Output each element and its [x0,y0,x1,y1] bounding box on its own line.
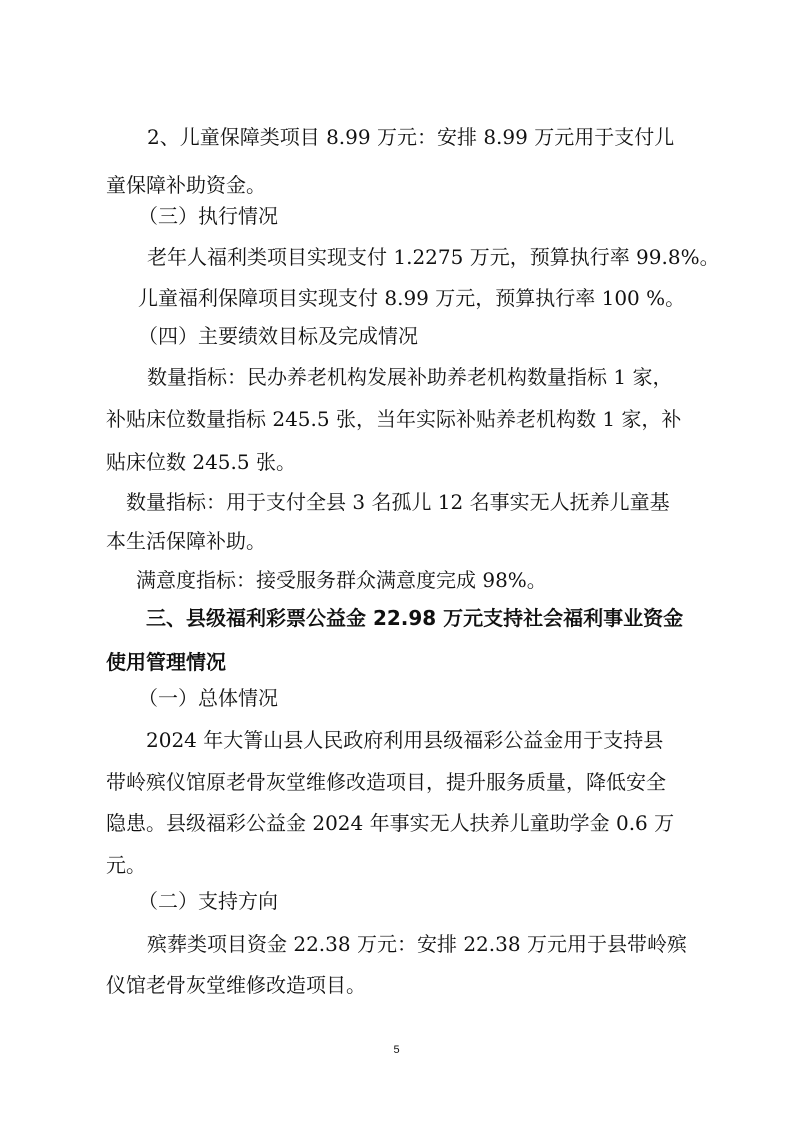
paragraph-line: 仪馆老骨灰堂维修改造项目。 [106,973,366,997]
paragraph-line: 2024 年大箐山县人民政府利用县级福彩公益金用于支持县 [146,728,664,752]
paragraph-line: 隐患。县级福彩公益金 2024 年事实无人扶养儿童助学金 0.6 万 [106,811,675,835]
paragraph-line: 数量指标：用于支付全县 3 名孤儿 12 名事实无人抚养儿童基 [126,490,670,514]
paragraph-line: 老年人福利类项目实现支付 1.2275 万元，预算执行率 99.8%。 [147,245,720,269]
paragraph-line: 贴床位数 245.5 张。 [106,450,296,474]
page-number: 5 [393,1044,400,1056]
section-heading: （四）主要绩效目标及完成情况 [138,324,418,348]
paragraph-line: 元。 [106,853,146,877]
paragraph-line: 本生活保障补助。 [106,529,266,553]
section-heading: （一）总体情况 [138,686,278,710]
section-heading: （二）支持方向 [138,889,278,913]
paragraph-line: 童保障补助资金。 [106,173,266,197]
paragraph-line: 满意度指标：接受服务群众满意度完成 98%。 [136,568,547,592]
paragraph-line: 数量指标：民办养老机构发展补助养老机构数量指标 1 家， [147,365,673,389]
section-heading: （三）执行情况 [138,204,278,228]
paragraph-line: 儿童福利保障项目实现支付 8.99 万元，预算执行率 100 %。 [138,286,686,310]
paragraph-line: 殡葬类项目资金 22.38 万元：安排 22.38 万元用于县带岭殡 [147,932,687,956]
chapter-heading-continued: 使用管理情况 [106,650,226,674]
paragraph-line: 2、儿童保障类项目 8.99 万元：安排 8.99 万元用于支付儿 [147,125,675,149]
chapter-heading: 三、县级福利彩票公益金 22.98 万元支持社会福利事业资金 [146,606,684,630]
paragraph-line: 补贴床位数量指标 245.5 张，当年实际补贴养老机构数 1 家，补 [106,407,682,431]
paragraph-line: 带岭殡仪馆原老骨灰堂维修改造项目，提升服务质量，降低安全 [106,770,666,794]
